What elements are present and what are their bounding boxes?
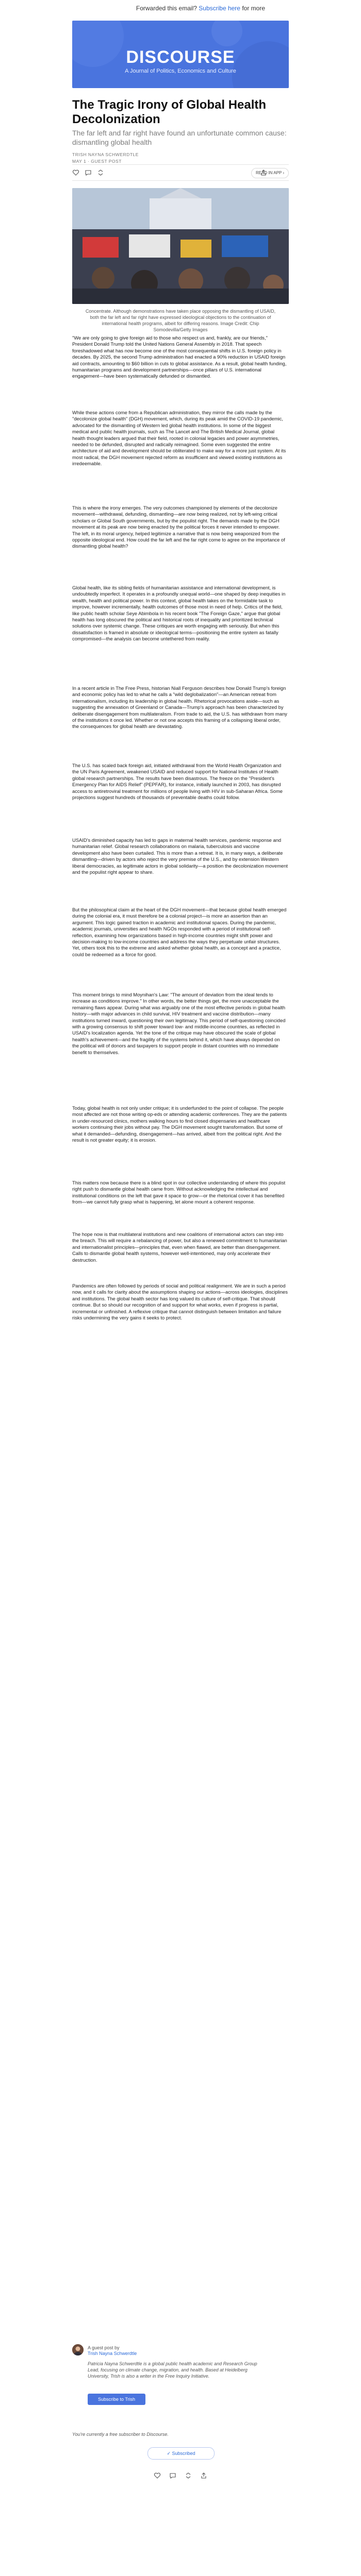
forward-notice-text: Forwarded this email? — [136, 5, 197, 12]
author-avatar[interactable] — [72, 2344, 84, 2355]
heart-icon[interactable] — [72, 169, 79, 176]
article-title[interactable]: The Tragic Irony of Global Health Decolonization — [72, 98, 267, 126]
arrow-right-icon: › — [283, 171, 284, 175]
paragraph-10: Today, global health is not only under critique; it is underfunded to the point of collapse. The people most affected are not those writing op-eds or attending academic conferences. They are the patients in under-resourced clinics, mothers walking hours to find closed dispensaries and healthcare workers continuing their jobs without pay. The DGH movement sought transformation. But some of what it demanded—defunding, disengagement—has arrived, albeit from the political right. And the result is not greater equity; it is erosion. — [72, 1105, 287, 1143]
comment-icon[interactable] — [169, 2472, 176, 2479]
read-in-app-button[interactable] — [251, 168, 289, 178]
forward-notice-suffix: for more — [240, 5, 265, 12]
subscribed-button[interactable] — [147, 2447, 215, 2460]
check-icon: ✓ — [167, 2451, 171, 2456]
image-caption: Concentrate. Although demonstrations have taken place opposing the dismantling of USAID, both the far left and far right have expressed ideological objections to the continuation of international health programs, albeit for differing reasons. Image Credit: Chip Somodevilla/Getty Images — [85, 309, 276, 332]
guest-author-box — [72, 2344, 289, 2414]
author-bio: Patricia Nayna Schwerdtle is a global public health academic and Research Group Lead, focusing on climate change, migration, and health. Based at Heidelberg University, Trish is also a writer in the Free Inquiry Initiative. — [88, 2361, 257, 2379]
share-icon[interactable] — [200, 2472, 207, 2479]
paragraph-8: But the philosophical claim at the heart of the DGH movement—that because global health emerged during the colonial era, it must therefore be a colonial project—is more an assertion than an argument. This logic gained traction in academic and institutional spaces. During the pandemic, academic journals, universities and health NGOs responded with a period of institutional self-reflection, examining how organizations based in high-income countries might shift power and decision-making to low-income countries and address the ways they perpetuate unfair structures. Yet, others took this to the extreme and asked whether global health, as a concept and a practice, could be redeemed as a force for good. — [72, 907, 287, 957]
hero-photo[interactable] — [72, 188, 289, 304]
author-byline[interactable]: TRISH NAYNA SCHWERDTLE — [72, 152, 139, 157]
read-in-app-label: READ IN APP — [256, 171, 282, 175]
paragraph-5: In a recent article in The Free Press, historian Niall Ferguson describes how Donald Trump's foreign and economic policy has led to what he calls a "wild deglobalization"—an American retreat from internationalism, including its leadership in global health. Rhetorical provocations aside—such as suggesting the annexation of Greenland or Canada—Trump's approach has been characterized by deliberate disengagement from multilateralism. From trade to aid, the U.S. has withdrawn from many of the institutions it once led. Whether or not one accepts this framing of a collapsing liberal order, the consequences for global health are devastating. — [72, 685, 287, 730]
forward-notice — [0, 0, 361, 14]
paragraph-11: This matters now because there is a blind spot in our collective understanding of where this populist right push to dismantle global health came from. Without acknowledging the intellectual and institutional conditions on the left that gave it space to grow—or the rhetorical cover it has benefited from—we cannot fully grasp what is happening, let alone mount a coherent response. — [72, 1180, 286, 1205]
paragraph-3: This is where the irony emerges. The very outcomes championed by elements of the decolonize movement—withdrawal, defunding, dismantling—are now being realized, not by left-wing critical scholars or Global South governments, but by the populist right. The demands made by the DGH movement at its peak are now being enacted by the political forces it never intended to empower. The left, in its moral urgency, helped legitimize a narrative that is now being weaponized from the opposite ideological end. How could the far left and the far right come to agree on the importance of dismantling global health? — [72, 505, 285, 549]
share-actions-row — [154, 2472, 207, 2480]
publication-name: DISCOURSE — [126, 47, 235, 67]
paragraph-2: While these actions come from a Republican administration, they mirror the calls made by the "decolonize global health" (DGH) movement, which, during its peak amid the COVID-19 pandemic, advocated for the dismantling of Western led global health institutions. In some of the biggest medical and public health journals, such as The Lancet and The British Medical Journal, global health thought leaders argued that their field, rooted in colonial legacies and power asymmetries, needed to be defunded, disrupted and radically reimagined. Some even suggested the entire architecture of aid and development should be obliterated to make way for a more just system. At its most radical, the DGH movement rejected reform as insufficient and viewed existing institutions as irredeemable. — [72, 410, 286, 467]
paragraph-4: Global health, like its sibling fields of humanitarian assistance and international development, is undoubtedly imperfect. It operates in a profoundly unequal world—one shaped by deep inequities in wealth, health and political power. In this context, global health takes on the formidable task to improve, however incrementally, health outcomes of those most in need of help. Critics of the field, like public health scholar Seye Abimbola in his recent book "The Foreign Gaze," argue that global health has long obscured the political and historical roots of inequality and prioritized technical solutions over systemic change. These critiques are worth engaging with seriously. But when this dissatisfaction is framed in absolute or ideological terms—positioning the entire system as fatally compromised—the analysis can become untethered from reality. — [72, 585, 286, 642]
subscription-note: You're currently a free subscriber to Discourse. — [72, 2432, 169, 2437]
guest-post-label: A guest post by — [88, 2345, 120, 2350]
restack-icon[interactable] — [97, 169, 104, 176]
publication-tagline: A Journal of Politics, Economics and Culture — [125, 68, 236, 74]
subscribe-to-author-button[interactable]: Subscribe to Trish — [88, 2394, 145, 2405]
paragraph-9: This moment brings to mind Moynihan's Law: "The amount of deviation from the ideal tends to increase as conditions improve." In other words, the better things get, the more unacceptable the remaining flaws appear. During what was arguably one of the most effective periods in global health history—with major advances in child survival, HIV treatment and vaccine distribution—many institutions turned inward, questioning their own legitimacy. This period of self-questioning coincided with a growing consensus to shift power toward low- and middle-income countries, as reflected in USAID's localization agenda. Yet the tone of the critique may have obscured the scale of global health's achievement—and the fragility of the systems behind it, which have always depended on the political will of donors and taxpayers to support people in distant countries with no immediate benefit to themselves. — [72, 992, 286, 1055]
article-actions — [72, 164, 289, 181]
post-date: MAY 1 · GUEST POST — [72, 159, 122, 164]
article-subtitle: The far left and far right have found an unfortunate common cause: dismantling global health — [72, 129, 287, 146]
paragraph-1: "We are only going to give foreign aid to those who respect us and, frankly, are our friends," President Donald Trump told the United Nations General Assembly in 2018. That speech foreshadowed what has now become one of the most consequential shifts in U.S. foreign policy in decades. By 2025, the second Trump administration had enacted a 90% reduction in USAID foreign aid contracts, amounting to $60 billion in cuts to global assistance. As a result, global health funding, humanitarian programs and development partnerships—once pillars of U.S. international engagement—have been systematically defunded or dismantled. — [72, 335, 287, 379]
restack-icon[interactable] — [185, 2472, 192, 2479]
byline — [72, 152, 139, 164]
paragraph-13: Pandemics are often followed by periods of social and political realignment. We are in such a period now, and it calls for clarity about the assumptions shaping our actions—across ideologies, disciplines and institutions. The global health sector has long valued its culture of self-critique. That should continue. But so should our recognition of and support for what works, even if progress is partial, incremental or unfinished. A reflexive critique that cannot distinguish between limitation and failure risks undermining the very gains it seeks to protect. — [72, 1283, 288, 1321]
heart-icon[interactable] — [154, 2472, 161, 2479]
paragraph-7: USAID's diminished capacity has led to gaps in maternal health services, pandemic response and humanitarian relief. Global research collaborations on malaria, tuberculosis and vaccine development also have been curtailed. This is more than a retreat. It is, in many ways, a deliberate dismantling—driven by actors who reject the very premise of the U.S., and by extension Western liberal democracies, as legitimate actors in global solidarity—a position the decolonization movement and the populist right appear to share. — [72, 837, 288, 875]
comment-icon[interactable] — [85, 169, 92, 176]
author-name-link[interactable]: Trish Nayna Schwerdtle — [88, 2351, 137, 2356]
paragraph-6: The U.S. has scaled back foreign aid, initiated withdrawal from the World Health Organization and the UN Paris Agreement, weakened USAID and reduced support for National Institutes of Health global research partnerships. The results have been disastrous. The freeze on the "President's Emergency Plan for AIDS Relief" (PEPFAR), for instance, initially launched in 2003, has disrupted access to antiretroviral treatment for millions of people living with HIV in sub-Saharan Africa. Some projections suggest hundreds of thousands of preventable deaths could follow. — [72, 762, 283, 801]
publication-banner[interactable] — [72, 21, 289, 88]
subscribe-here-link[interactable]: Subscribe here — [199, 5, 240, 12]
paragraph-12: The hope now is that multilateral institutions and new coalitions of international actors can step into the breach. This will require a rebalancing of power, but also a renewed commitment to humanitarian and internationalist principles—principles that, even when flawed, are better than disengagement. Calls to dismantle global health systems, however well-intentioned, may only accelerate their destruction. — [72, 1231, 287, 1263]
subscribed-label: Subscribed — [172, 2451, 195, 2456]
